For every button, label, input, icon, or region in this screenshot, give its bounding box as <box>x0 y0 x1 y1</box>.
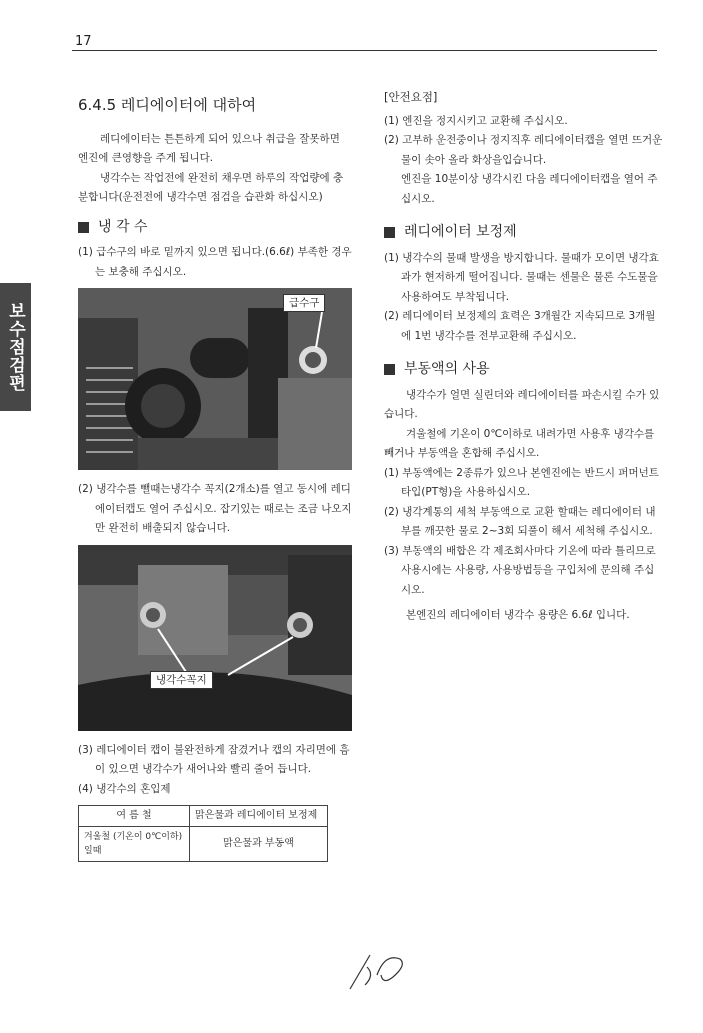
antifreeze-item-2: (2) 냉각계통의 세척 부동액으로 교환 할때는 레디에이터 내부를 깨끗한 물로 2~3회 되풀이 해서 세척해 주십시오. <box>384 505 656 537</box>
side-tab: 보수점검편 <box>0 283 31 411</box>
coolant-heading <box>78 218 353 238</box>
intro-paragraph-2: 냉각수는 작업전에 완전히 채우면 하루의 작업량에 충분합니다(운전전에 냉각수면 점검을 습관화 하십시오) <box>78 171 344 203</box>
antifreeze-intro-2: 겨울철에 기온이 0℃이하로 내려가면 사용후 냉각수를 빼거나 부동액을 혼합해 주십시오. <box>384 427 655 459</box>
intro-paragraph-1: 레디에이터는 튼튼하게 되어 있으나 취급을 잘못하면 엔진에 큰영향을 주게 됩니다. <box>78 132 340 164</box>
antifreeze-item-1: (1) 부동액에는 2종류가 있으나 본엔진에는 반드시 퍼머넌트 타입(PT형)을 사용하십시오. <box>384 466 659 498</box>
engine-photo-1-drawing <box>78 288 352 470</box>
handwritten-mark <box>345 945 415 995</box>
left-column <box>78 96 353 862</box>
callout-filler-cap: 급수구 <box>283 294 325 312</box>
callout-drain-cock: 냉각수꼭지 <box>150 671 213 689</box>
radiator-heading-text: 레디에이터 보정제 <box>404 224 517 240</box>
square-bullet-icon <box>384 227 395 238</box>
antifreeze-item-3: (3) 부동액의 배합은 각 제조회사마다 기온에 따라 틀리므로 사용시에는 사용량, 사용방법등을 구입처에 문의해 주십시오. <box>384 544 656 596</box>
engine-photo-2-drawing <box>78 545 352 731</box>
top-rule <box>72 50 657 51</box>
coolant-mix-table <box>78 805 328 862</box>
coolant-item-3: (3) 레디에이터 캡이 불완전하게 잠겼거나 캡의 자리면에 흠이 있으면 냉각수가 새어나와 빨리 줄어 듭니다. <box>78 743 350 775</box>
antifreeze-heading-text: 부동액의 사용 <box>404 361 490 377</box>
coolant-item-4: (4) 냉각수의 혼입제 <box>78 782 171 795</box>
capacity-note: 본엔진의 레디에이터 냉각수 용량은 6.6ℓ 입니다. <box>406 609 630 621</box>
table-row <box>79 827 328 862</box>
table-cell-winter-mix: 맑은물과 부동액 <box>190 827 328 862</box>
photo-drain-cocks <box>78 545 352 731</box>
section-title: 6.4.5 레디에이터에 대하여 <box>78 96 257 114</box>
page-number: 17 <box>75 34 92 49</box>
square-bullet-icon <box>78 222 89 233</box>
square-bullet-icon <box>384 364 395 375</box>
antifreeze-heading <box>384 360 664 380</box>
safety-item-2-note: 엔진을 10분이상 냉각시킨 다음 레디에이터캡을 열어 주십시오. <box>401 173 658 205</box>
table-cell-winter: 겨울철 (기온이 0℃이하) 일때 <box>79 827 190 862</box>
safety-title: [안전요점] <box>384 90 438 104</box>
safety-item-2: (2) 고부하 운전중이나 정지직후 레디에이터캡을 열면 뜨거운 물이 솟아 올라 화상을입습니다. <box>384 134 663 166</box>
table-cell-summer-mix: 맑은물과 레디에이터 보정제 <box>190 806 328 827</box>
radiator-heading <box>384 223 664 243</box>
table-row <box>79 806 328 827</box>
table-cell-summer: 여 름 철 <box>79 806 190 827</box>
radiator-item-2: (2) 레디에이터 보정제의 효력은 3개월간 지속되므로 3개월에 1번 냉각수를 전부교환해 주십시오. <box>384 310 656 342</box>
coolant-heading-text: 냉 각 수 <box>98 218 148 235</box>
coolant-item-1: (1) 급수구의 바로 밑까지 있으면 됩니다.(6.6ℓ) 부족한 경우는 보충해 주십시오. <box>78 246 352 278</box>
safety-item-1: (1) 엔진을 정지시키고 교환해 주십시오. <box>384 114 568 127</box>
coolant-item-2: (2) 냉각수를 뺄때는냉각수 꼭지(2개소)를 열고 동시에 레디에이터캡도 열어 주십시오. 잡기있는 때로는 조금 나오지만 완전히 배출되지 않습니다. <box>78 483 352 534</box>
antifreeze-intro-1: 냉각수가 얼면 실린더와 레디에이터를 파손시킬 수가 있습니다. <box>384 388 660 420</box>
radiator-item-1: (1) 냉각수의 물때 발생을 방지합니다. 물때가 모이면 냉각효과가 현저하게 떨어집니다. 물때는 센물은 물론 수도물을 사용하여도 부착됩니다. <box>384 251 659 303</box>
right-column <box>384 88 664 626</box>
photo-filler-cap <box>78 288 352 470</box>
